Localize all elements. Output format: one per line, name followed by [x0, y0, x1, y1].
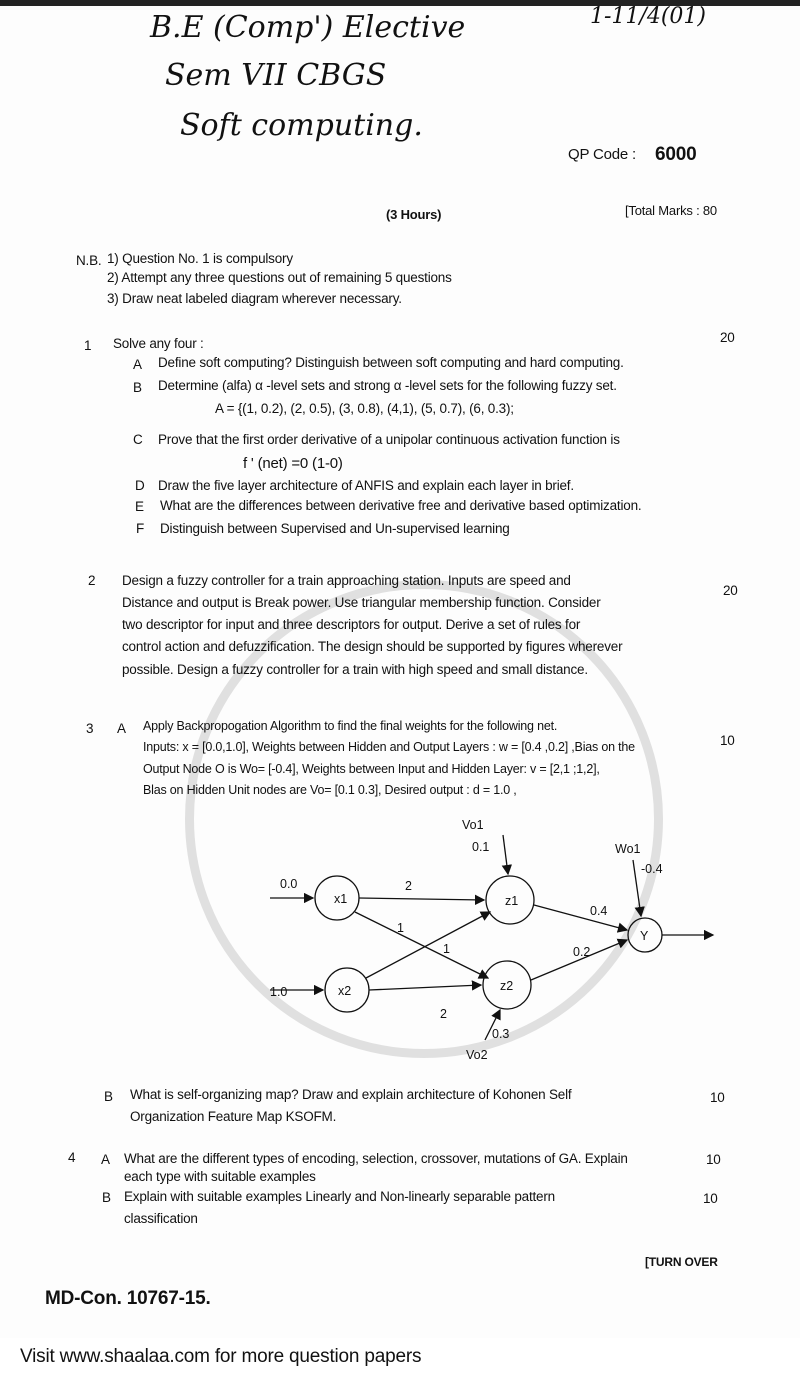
bias-vo2: 0.3 [492, 1027, 510, 1041]
q3a-label: A [117, 721, 126, 736]
q2-marks: 20 [723, 583, 738, 598]
q3b-marks: 10 [710, 1090, 725, 1105]
qp-code: 6000 [655, 144, 697, 165]
q3a-text: Output Node O is Wo= [-0.4], Weights between Input and Hidden Layer: v = [2,1 ;1,2], [143, 762, 600, 776]
q3a-text: Apply Backpropogation Algorithm to find the final weights for the following net. [143, 719, 558, 733]
part-label: B [133, 380, 142, 395]
bias-vo1: 0.1 [472, 840, 490, 854]
document-code: MD-Con. 10767-15. [45, 1288, 211, 1309]
label-wo1: Wo1 [615, 842, 641, 856]
label-z1: z1 [505, 894, 519, 908]
label-z2: z2 [500, 979, 514, 993]
label-y: Y [640, 929, 649, 943]
q3b-text: What is self-organizing map? Draw and explain architecture of Kohonen Self [130, 1087, 572, 1102]
q4b-marks: 10 [703, 1191, 718, 1206]
q1-part-e: What are the differences between derivative free and derivative based optimization. [160, 498, 642, 513]
notes-prefix: N.B. [76, 253, 102, 268]
q1-part-c: Prove that the first order derivative of a unipolar continuous activation function is [158, 432, 620, 447]
q4b-label: B [102, 1190, 111, 1205]
fuzzy-set: A = {(1, 0.2), (2, 0.5), (3, 0.8), (4,1), (5, 0.7), (6, 0.3); [215, 401, 514, 416]
q3a-text: Blas on Hidden Unit nodes are Vo= [0.1 0.3], Desired output : d = 1.0 , [143, 783, 517, 797]
qp-code-label: QP Code : [568, 146, 636, 163]
handwritten-code: 1-11/4(01) [590, 4, 706, 29]
q1-part-a: Define soft computing? Distinguish between soft computing and hard computing. [158, 355, 624, 370]
q4-number: 4 [68, 1150, 76, 1165]
q1-part-b: Determine (alfa) α -level sets and strong α -level sets for the following fuzzy set. [158, 378, 617, 393]
duration: (3 Hours) [386, 207, 442, 222]
handwritten-course: B.E (Comp') Elective [150, 10, 466, 45]
q2-text: two descriptor for input and three descriptors for output. Derive a set of rules for [122, 617, 581, 632]
part-label: F [136, 521, 145, 536]
footer-bar [0, 1338, 800, 1381]
q1-part-d: Draw the five layer architecture of ANFIS and explain each layer in brief. [158, 478, 574, 493]
part-label: D [135, 478, 145, 493]
turn-over: [TURN OVER [645, 1255, 718, 1269]
total-marks: [Total Marks : 80 [625, 203, 717, 218]
q4a-text: What are the different types of encoding, selection, crossover, mutations of GA. Explain [124, 1151, 628, 1166]
weight-w2: 0.2 [573, 945, 591, 959]
handwritten-subject: Soft computing. [180, 108, 423, 143]
weight-v21: 1 [443, 942, 450, 956]
q3b-text: Organization Feature Map KSOFM. [130, 1109, 337, 1124]
q2-text: possible. Design a fuzzy controller for a train with high speed and small distance. [122, 662, 588, 677]
q2-text: Design a fuzzy controller for a train approaching station. Inputs are speed and [122, 573, 571, 588]
label-x1: x1 [334, 892, 348, 906]
weight-v12: 1 [397, 921, 404, 935]
footer-link-text[interactable]: Visit www.shaalaa.com for more question papers [20, 1346, 422, 1367]
q3-number: 3 [86, 721, 94, 736]
q3b-label: B [104, 1089, 113, 1104]
note: 1) Question No. 1 is compulsory [107, 251, 293, 266]
input-x2-value: 1.0 [270, 985, 288, 999]
q4a-marks: 10 [706, 1152, 721, 1167]
q4b-text: classification [124, 1211, 198, 1226]
q4a-text: each type with suitable examples [124, 1169, 316, 1184]
q4a-label: A [101, 1152, 110, 1167]
note: 3) Draw neat labeled diagram wherever necessary. [107, 291, 402, 306]
part-label: E [135, 499, 144, 514]
q2-text: control action and defuzzification. The design should be supported by figures wherever [122, 639, 623, 654]
note: 2) Attempt any three questions out of remaining 5 questions [107, 270, 452, 285]
q1-number: 1 [84, 338, 92, 353]
q3a-marks: 10 [720, 733, 735, 748]
q1-title: Solve any four : [113, 336, 204, 351]
q1-marks: 20 [720, 330, 735, 345]
q2-text: Distance and output is Break power. Use triangular membership function. Consider [122, 595, 601, 610]
q3a-text: Inputs: x = [0.0,1.0], Weights between Hidden and Output Layers : w = [0.4 ,0.2] ,Bias on the [143, 740, 635, 754]
handwritten-semester: Sem VII CBGS [165, 58, 387, 93]
input-x1-value: 0.0 [280, 877, 298, 891]
q4b-text: Explain with suitable examples Linearly and Non-linearly separable pattern [124, 1189, 555, 1204]
weight-w1: 0.4 [590, 904, 608, 918]
q2-number: 2 [88, 573, 96, 588]
weight-v22: 2 [440, 1007, 447, 1021]
bias-wo1: -0.4 [641, 862, 663, 876]
q1-part-f: Distinguish between Supervised and Un-supervised learning [160, 521, 510, 536]
label-vo2: Vo2 [466, 1048, 488, 1062]
part-label: A [133, 357, 142, 372]
label-vo1: Vo1 [462, 818, 484, 832]
derivative-formula: f ' (net) =0 (1-0) [243, 455, 343, 472]
label-x2: x2 [338, 984, 352, 998]
weight-v11: 2 [405, 879, 412, 893]
part-label: C [133, 432, 143, 447]
